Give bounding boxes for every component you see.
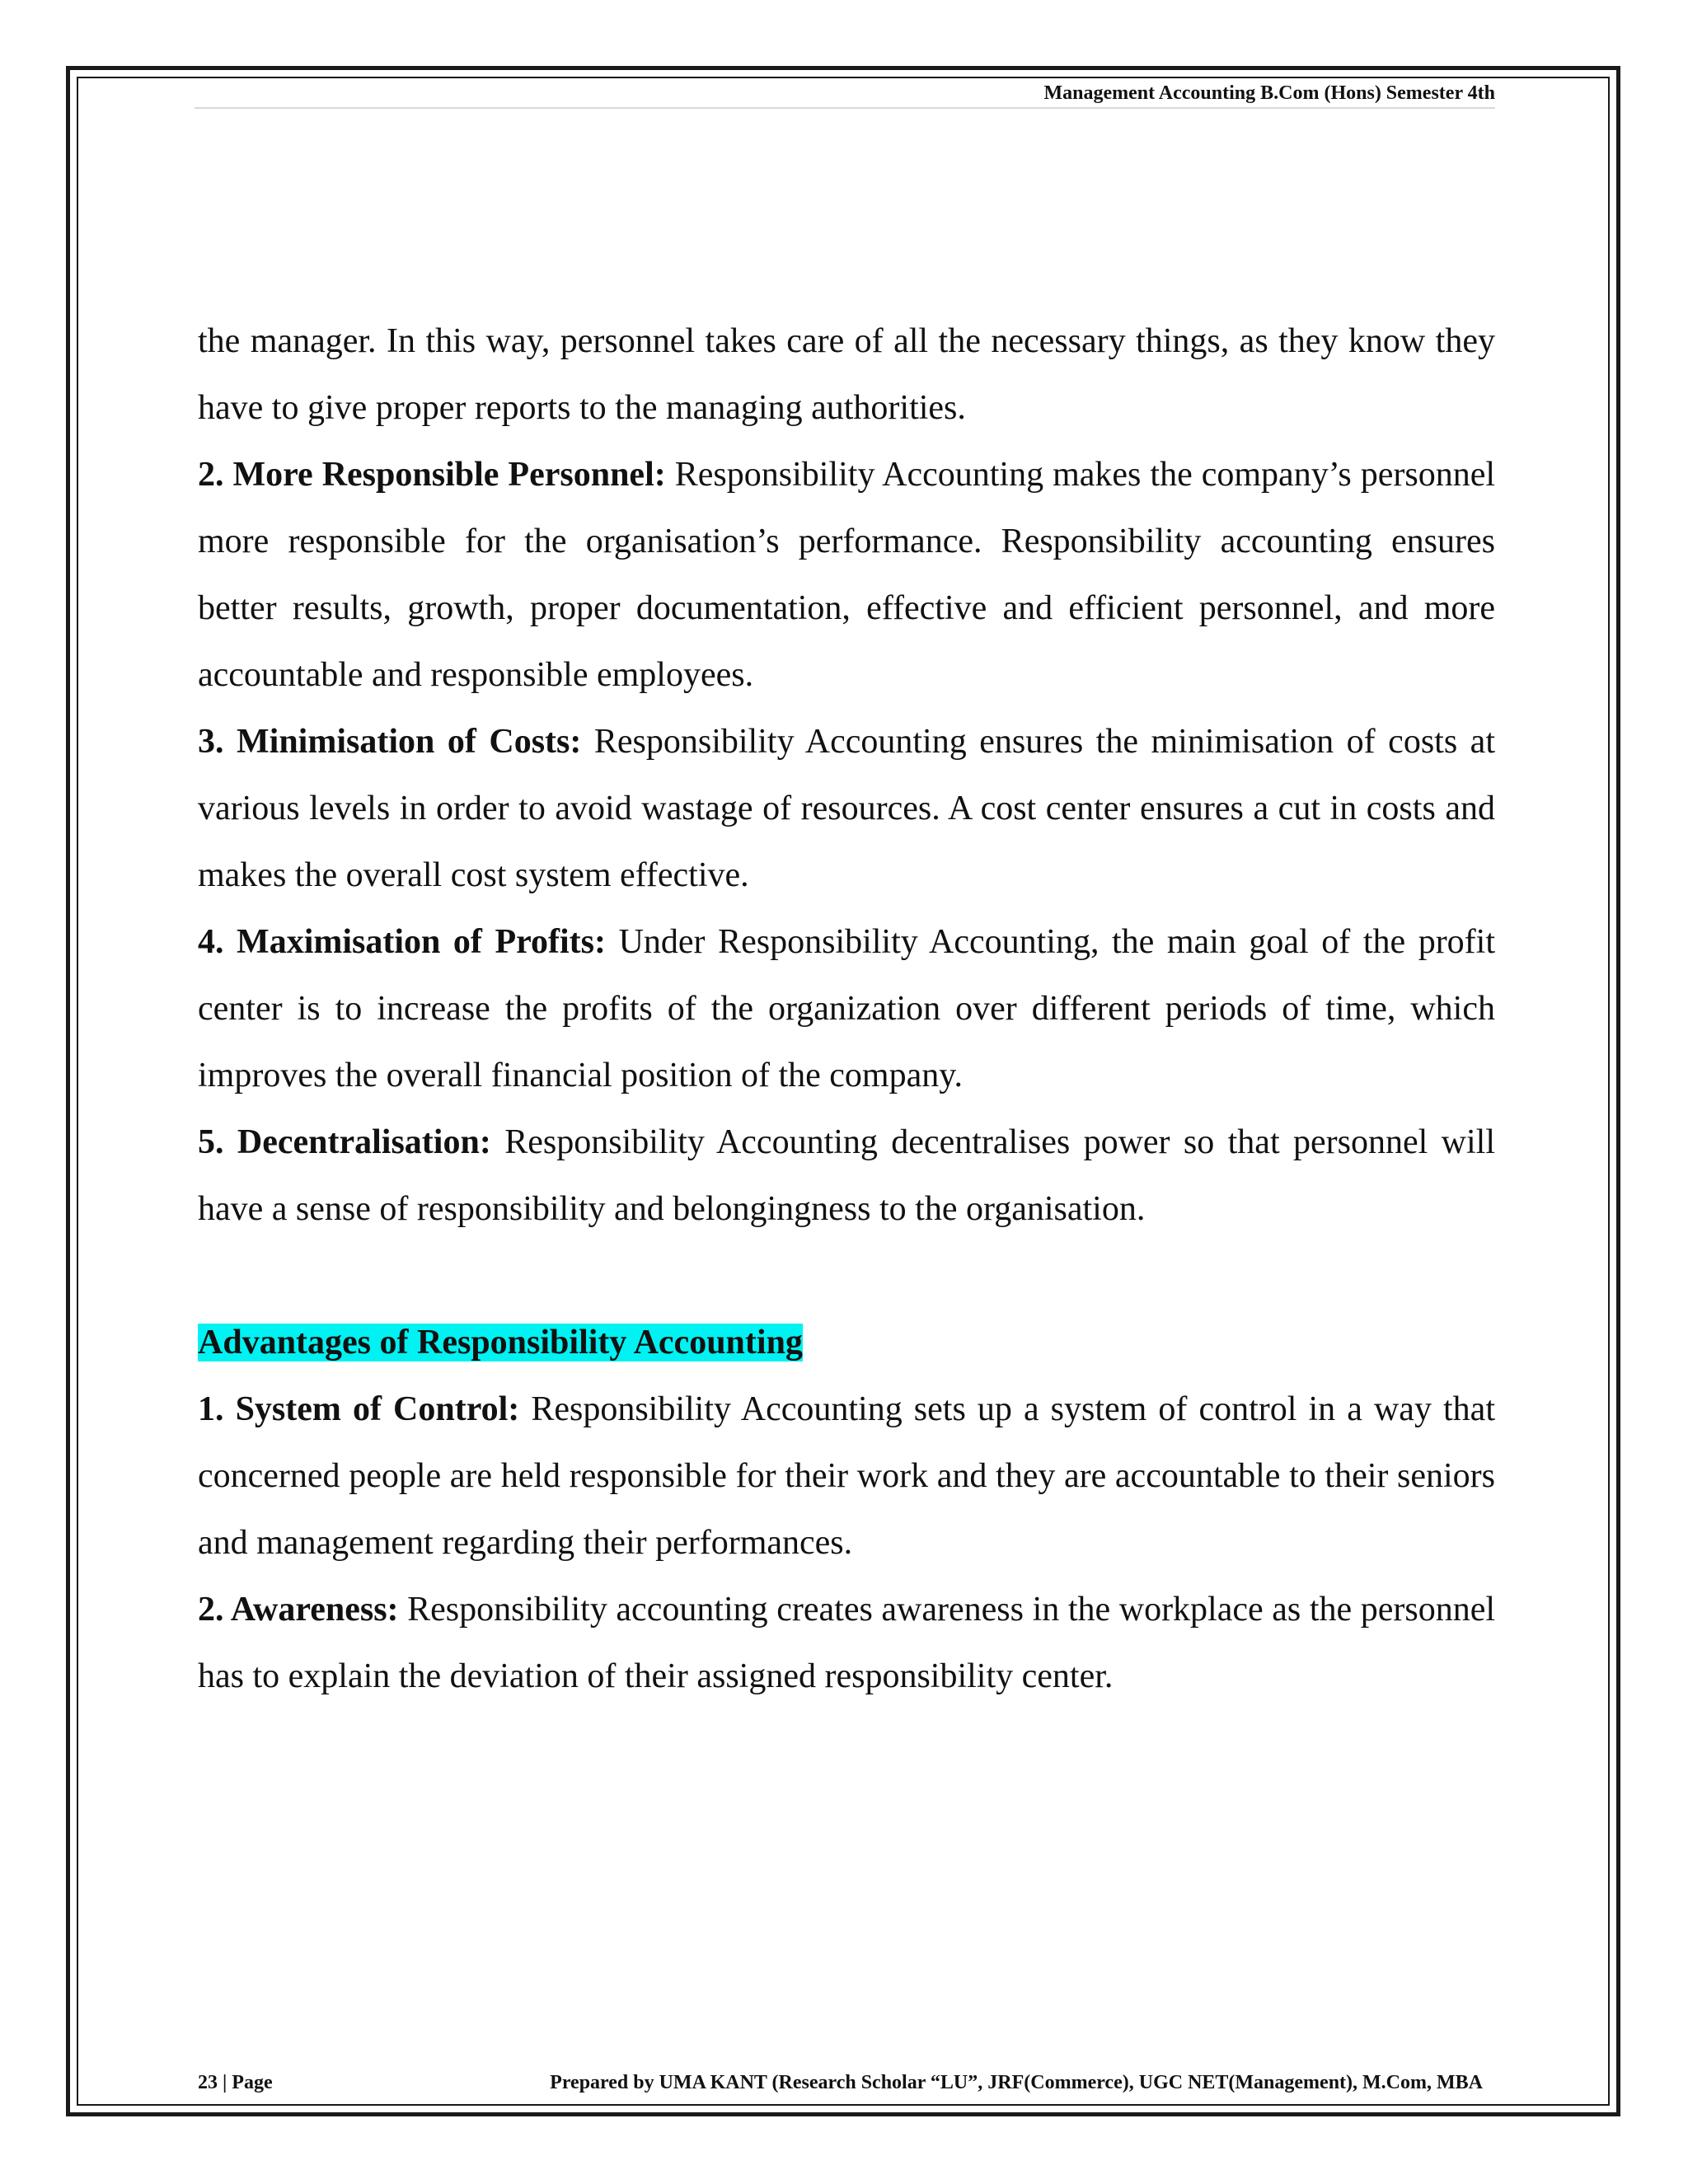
point-text: Responsibility Accounting makes the company’s personnel more responsible for the organisation’s performance. Responsibility accounting ensures better results, growth, proper documentation, effective and efficient personnel, and more accountable and responsible employees. xyxy=(198,456,1496,694)
point-label: 2. More Responsible Personnel: xyxy=(198,456,666,494)
point-text: Under Responsibility Accounting, the main goal of the profit center is to increase the profits of the organization over different periods of time, which improves the overall financial position of the company. xyxy=(198,923,1496,1094)
advantage-system-of-control xyxy=(198,1376,1495,1577)
page-number: 23 | Page xyxy=(198,2072,273,2093)
point-label: 4. Maximisation of Profits: xyxy=(198,923,606,961)
point-more-responsible-personnel xyxy=(198,442,1495,709)
header-divider xyxy=(195,107,1495,109)
advantages-heading xyxy=(198,1310,1495,1376)
advantage-label: 1. System of Control: xyxy=(198,1390,520,1428)
running-header: Management Accounting B.Com (Hons) Semester 4th xyxy=(1043,82,1495,104)
advantages-heading-highlight: Advantages of Responsibility Accounting xyxy=(198,1324,803,1361)
advantage-text: Responsibility Accounting sets up a system of control in a way that concerned people are held responsible for their work and they are accountable to their seniors and management regarding their performances. xyxy=(198,1390,1495,1562)
advantage-label: 2. Awareness: xyxy=(198,1591,399,1629)
section-spacer xyxy=(198,1243,1495,1310)
point-text: Responsibility Accounting decentralises power so that personnel will have a sense of responsibility and belongingness to the organisation. xyxy=(198,1123,1495,1228)
point-decentralisation xyxy=(198,1109,1495,1243)
point-label: 5. Decentralisation: xyxy=(198,1123,491,1161)
intro-paragraph: the manager. In this way, personnel takes care of all the necessary things, as they know they have to give proper reports to the managing authorities. xyxy=(198,322,1495,427)
point-text: Responsibility Accounting ensures the minimisation of costs at various levels in order to avoid wastage of resources. A cost center ensures a cut in costs and makes the overall cost system effective. xyxy=(198,723,1495,894)
advantage-awareness xyxy=(198,1577,1495,1710)
page-body xyxy=(198,308,1495,1710)
point-maximisation-of-profits xyxy=(198,909,1495,1109)
point-label: 3. Minimisation of Costs: xyxy=(198,723,582,761)
point-minimisation-of-costs xyxy=(198,709,1495,909)
author-credit: Prepared by UMA KANT (Research Scholar “LU”, JRF(Commerce), UGC NET(Management), M.Com, MBA xyxy=(550,2072,1483,2093)
advantage-text: Responsibility accounting creates awareness in the workplace as the personnel has to explain the deviation of their assigned responsibility center. xyxy=(198,1591,1496,1695)
